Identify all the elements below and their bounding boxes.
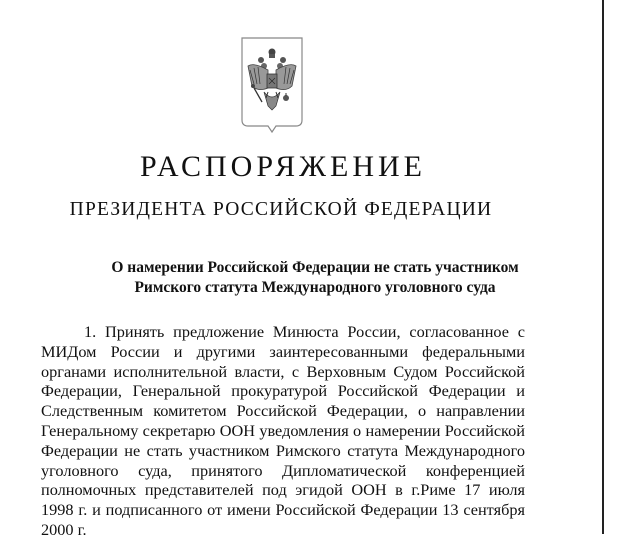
page-edge-line (602, 0, 604, 534)
heading-line-1: О намерении Российской Федерации не стать участником (111, 259, 519, 276)
document-heading (80, 258, 550, 298)
document-title: РАСПОРЯЖЕНИЕ (139, 150, 427, 183)
heading-line-2: Римского статута Международного уголовного суда (134, 279, 496, 296)
coat-of-arms-emblem (240, 36, 304, 134)
paragraph-1: 1. Принять предложение Минюста России, согласованное с МИДом России и другими заинтересованными федеральными органами исполнительной власти, с Верховным Судом Российской Федерации, Генеральной прокуратурой Российской Федерации и Следственным комитетом Российской Федерации, о направлении Генеральному секретарю ООН уведомления о намерении Российской Федерации не стать участником Римского статута Международного уголовного суда, принятого Дипломатической конференцией полномочных представителей под эгидой ООН в г.Риме 17 июля 1998 г. и подписанного от имени Российской Федерации 13 сентября 2000 г. (41, 322, 525, 539)
double-headed-eagle-icon (240, 36, 304, 134)
document-subtitle: ПРЕЗИДЕНТА РОССИЙСКОЙ ФЕДЕРАЦИИ (69, 199, 493, 220)
